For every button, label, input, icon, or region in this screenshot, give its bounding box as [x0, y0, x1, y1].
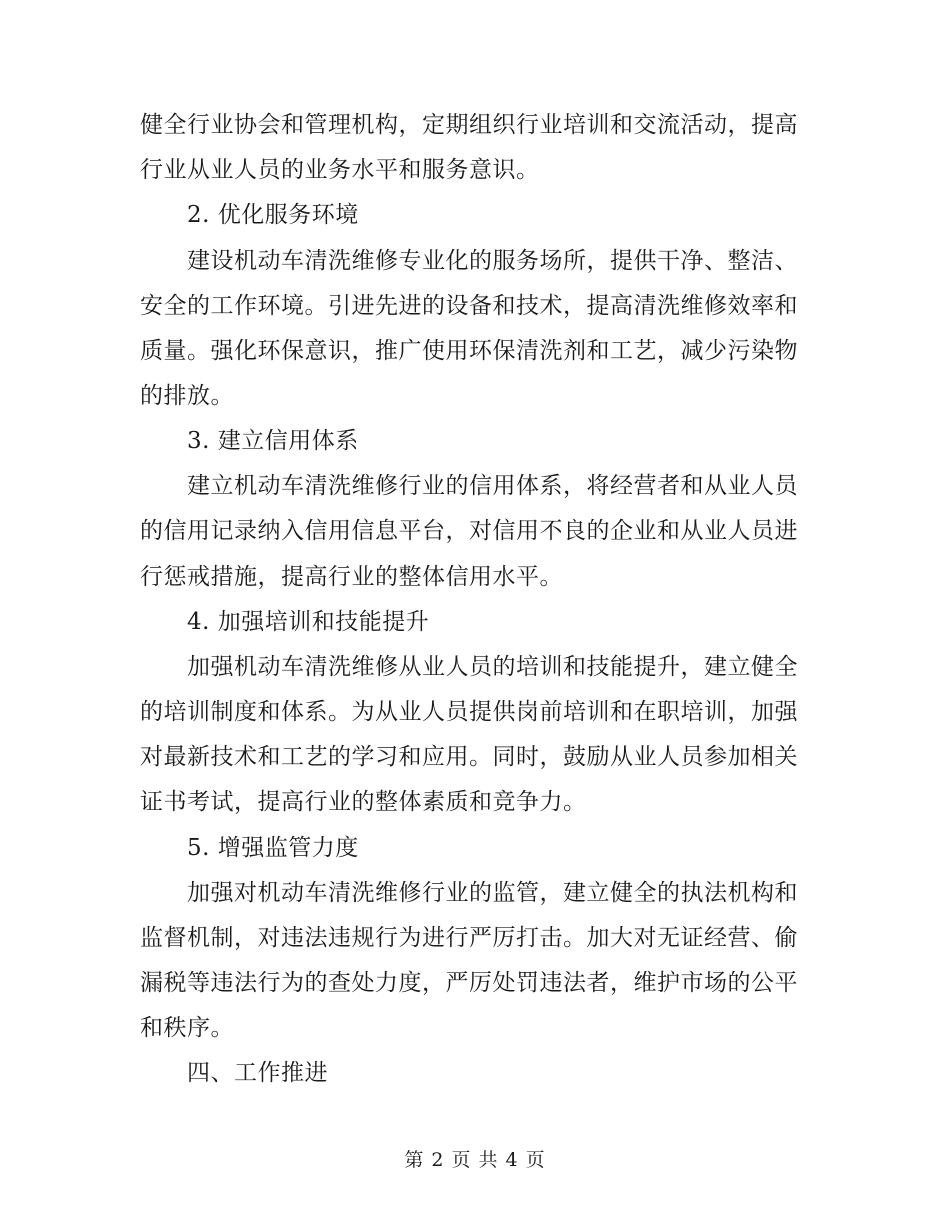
- paragraph-line: 建立机动车清洗维修行业的信用体系，将经营者和从业人员: [187, 473, 798, 499]
- paragraph-line: 质量。强化环保意识，推广使用环保清洗剂和工艺，减少污染物: [140, 338, 798, 364]
- paragraph-line: 健全行业协会和管理机构，定期组织行业培训和交流活动，提高: [140, 112, 798, 138]
- paragraph-line: 证书考试，提高行业的整体素质和竞争力。: [140, 789, 587, 815]
- section-heading: 4. 加强培训和技能提升: [187, 609, 430, 635]
- section-heading: 3. 建立信用体系: [187, 428, 359, 454]
- page-number-footer: 第 2 页 共 4 页: [404, 1149, 546, 1171]
- paragraph-line: 加强对机动车清洗维修行业的监管，建立健全的执法机构和: [187, 880, 798, 906]
- paragraph-line: 行惩戒措施，提高行业的整体信用水平。: [140, 564, 563, 590]
- paragraph-line: 对最新技术和工艺的学习和应用。同时，鼓励从业人员参加相关: [140, 744, 798, 770]
- paragraph-line: 的信用记录纳入信用信息平台，对信用不良的企业和从业人员进: [140, 518, 798, 544]
- section-heading: 5. 增强监管力度: [187, 835, 359, 861]
- paragraph-line: 建设机动车清洗维修专业化的服务场所，提供干净、整洁、: [187, 248, 798, 274]
- paragraph-line: 监督机制，对违法违规行为进行严厉打击。加大对无证经营、偷: [140, 925, 798, 951]
- paragraph-line: 的排放。: [140, 383, 234, 409]
- section-heading: 四、工作推进: [187, 1060, 328, 1086]
- paragraph-line: 安全的工作环境。引进先进的设备和技术，提高清洗维修效率和: [140, 293, 798, 319]
- paragraph-line: 的培训制度和体系。为从业人员提供岗前培训和在职培训，加强: [140, 699, 798, 725]
- section-heading: 2. 优化服务环境: [187, 202, 359, 228]
- paragraph-line: 行业从业人员的业务水平和服务意识。: [140, 157, 540, 183]
- paragraph-line: 加强机动车清洗维修从业人员的培训和技能提升，建立健全: [187, 654, 798, 680]
- paragraph-line: 和秩序。: [140, 1015, 234, 1041]
- paragraph-line: 漏税等违法行为的查处力度，严厉处罚违法者，维护市场的公平: [140, 970, 798, 996]
